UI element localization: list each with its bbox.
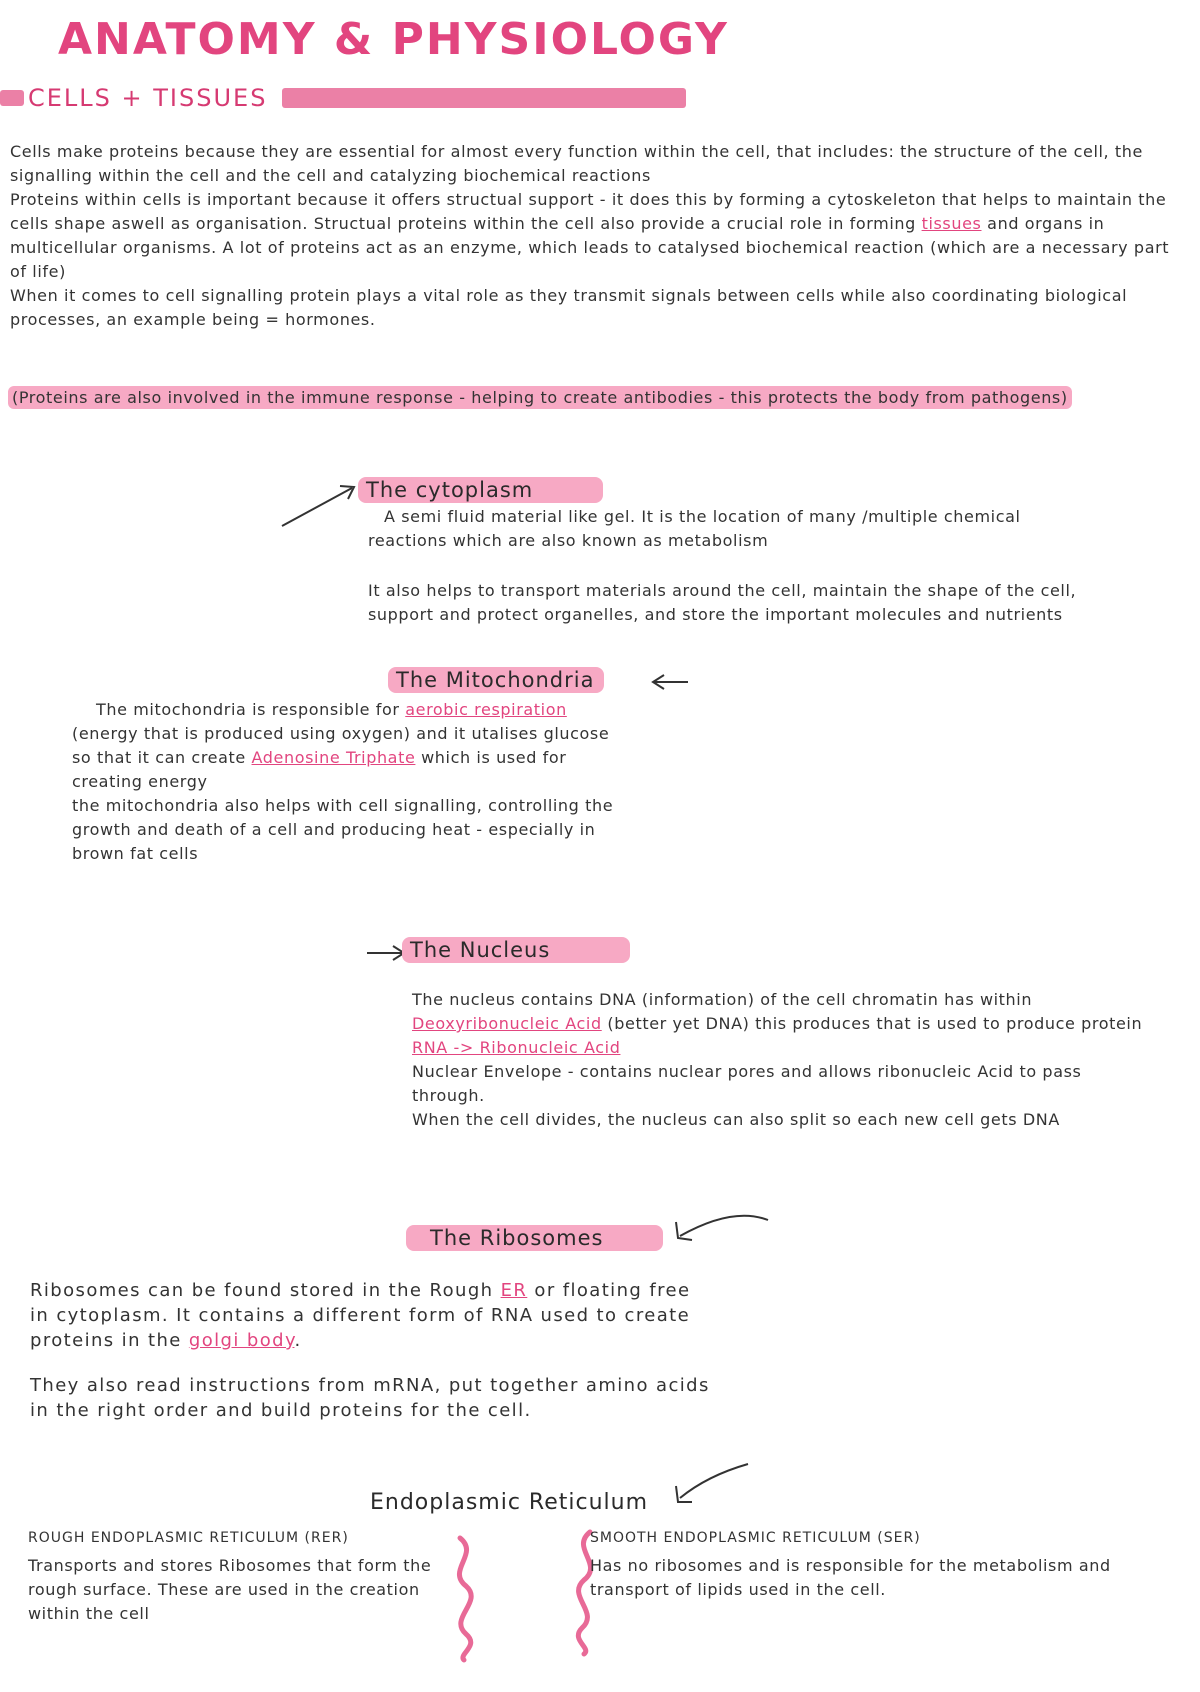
cytoplasm-text: [368, 505, 1098, 627]
intro-p2-text-b: and organs in multicellular organisms. A lot of proteins act as an enzyme, which leads to catalysed biochemical reaction (which are a necessary part of life): [10, 214, 1170, 281]
section-subtitle: CELLS + TISSUES: [28, 84, 268, 112]
er-link: ER: [500, 1280, 528, 1301]
ribo-p1-text-b: or floating free in cytoplasm. It contains a different form of RNA used to create proteins in the: [30, 1280, 691, 1351]
nucleus-p1-text-b: (better yet DNA) this produces that is used to produce protein: [601, 1014, 1143, 1033]
nucleus-text: [412, 988, 1152, 1132]
mitochondria-heading-text: The Mitochondria: [388, 667, 604, 693]
mitochondria-paragraph-1: [72, 698, 632, 794]
nucleus-paragraph-3: When the cell divides, the nucleus can also split so each new cell gets DNA: [412, 1110, 1060, 1129]
cytoplasm-heading-text: The cytoplasm: [358, 477, 603, 503]
adenosine-triphate-link: Adenosine Triphate: [251, 748, 416, 767]
rough-er-title: ROUGH ENDOPLASMIC RETICULUM (RER): [28, 1530, 349, 1546]
deoxyribonucleic-acid-link: Deoxyribonucleic Acid: [412, 1014, 602, 1033]
tissues-link: tissues: [921, 214, 982, 233]
smooth-er-title: SMOOTH ENDOPLASMIC RETICULUM (SER): [590, 1530, 921, 1546]
nucleus-heading: [402, 937, 630, 963]
smooth-er-block: [590, 1526, 1150, 1602]
mitochondria-paragraph-2: the mitochondria also helps with cell signalling, controlling the growth and death of a cell and producing heat - especially in brown fat cells: [72, 796, 614, 863]
intro-paragraph-1: Cells make proteins because they are essential for almost every function within the cell, that includes: the structure of the cell, the signalling within the cell and the cell and catalyzing biochemical reactions: [10, 142, 1143, 185]
aerobic-respiration-link: aerobic respiration: [405, 700, 567, 719]
nucleus-heading-text: The Nucleus: [402, 937, 630, 963]
mito-p1-text-c: which is used for creating energy: [72, 748, 567, 791]
ribo-p1-text-c: .: [294, 1330, 302, 1351]
golgi-body-link: golgi body: [188, 1330, 295, 1351]
er-squiggle-left: [452, 1534, 482, 1664]
er-arrow: [672, 1460, 752, 1510]
nucleus-paragraph-2: Nuclear Envelope - contains nuclear pores and allows ribonucleic Acid to pass through.: [412, 1062, 1082, 1105]
ribosomes-heading-text: The Ribosomes: [406, 1225, 663, 1251]
rna-link: RNA -> Ribonucleic Acid: [412, 1038, 621, 1057]
mitochondria-heading: [388, 667, 604, 693]
mito-p1-text-a: The mitochondria is responsible for: [96, 700, 406, 719]
intro-paragraph-2: [10, 188, 1180, 284]
intro-text: [10, 140, 1180, 332]
mitochondria-arrow: [650, 672, 690, 692]
cytoplasm-arrow: [280, 480, 360, 530]
ribo-p1-text-a: Ribosomes can be found stored in the Rough: [30, 1280, 501, 1301]
mitochondria-text: [72, 698, 632, 866]
immune-highlight: (Proteins are also involved in the immune response - helping to create antibodies - this protects the body from pathogens): [8, 386, 1072, 409]
subtitle-bar-right: [282, 88, 686, 108]
nucleus-p1-text-a: The nucleus contains DNA (information) of the cell chromatin has within: [412, 990, 1033, 1009]
subtitle-bar-left: [0, 90, 24, 106]
page-title: ANATOMY & PHYSIOLOGY: [58, 14, 729, 65]
rough-er-text: Transports and stores Ribosomes that form the rough surface. These are used in the creation within the cell: [28, 1556, 432, 1623]
ribosomes-text: [30, 1278, 710, 1423]
smooth-er-text: Has no ribosomes and is responsible for the metabolism and transport of lipids used in the cell.: [590, 1556, 1111, 1599]
mito-p1-text-b: (energy that is produced using oxygen) and it utalises glucose so that it can create: [72, 724, 610, 767]
ribosomes-arrow: [672, 1210, 772, 1250]
immune-highlight-block: [8, 384, 1158, 412]
cytoplasm-heading: [358, 477, 603, 503]
er-heading: Endoplasmic Reticulum: [370, 1490, 649, 1515]
nucleus-paragraph-1: [412, 988, 1152, 1060]
cytoplasm-paragraph-2: It also helps to transport materials around the cell, maintain the shape of the cell, support and protect organelles, and store the important molecules and nutrients: [368, 581, 1077, 624]
rough-er-block: [28, 1526, 448, 1626]
ribosomes-heading: [406, 1225, 663, 1251]
intro-p2-text-a: Proteins within cells is important because it offers structual support - it does this by forming a cytoskeleton that helps to maintain the cells shape aswell as organisation. Structual proteins within the cell also provide a crucial role in forming: [10, 190, 1167, 233]
ribosomes-paragraph-2: They also read instructions from mRNA, put together amino acids in the right order and build proteins for the cell.: [30, 1375, 710, 1421]
cytoplasm-paragraph-1: A semi fluid material like gel. It is the location of many /multiple chemical reactions which are also known as metabolism: [368, 507, 1021, 550]
intro-paragraph-3: When it comes to cell signalling protein plays a vital role as they transmit signals between cells while also coordinating biological processes, an example being = hormones.: [10, 286, 1128, 329]
ribosomes-paragraph-1: [30, 1278, 710, 1353]
